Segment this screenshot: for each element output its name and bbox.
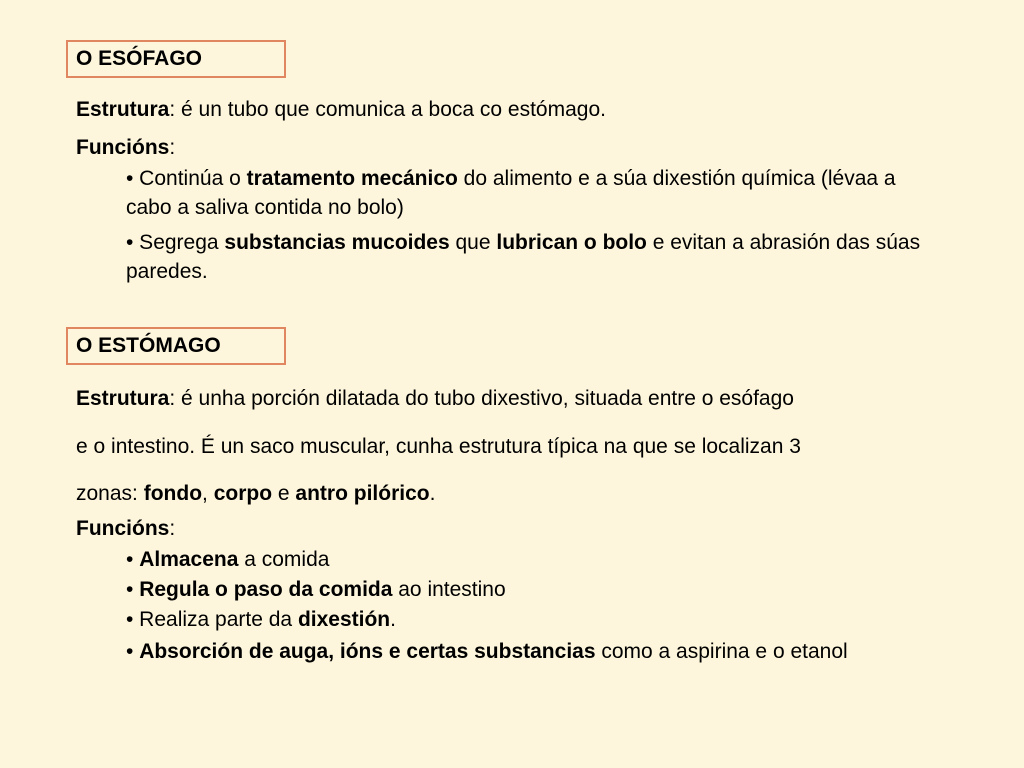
estomago-title-box <box>66 327 286 365</box>
estomago-zona-antro: antro pilórico <box>295 482 430 505</box>
estomago-zona-fondo: fondo <box>143 482 203 505</box>
estomago-bullet-4-dot: • <box>126 640 140 663</box>
estomago-bullet-3-bold: dixestión <box>297 608 391 631</box>
esofago-bullet-1-bold: tratamento mecánico <box>246 167 458 190</box>
estomago-estrutura-line-1 <box>76 386 976 412</box>
estomago-bullet-3 <box>126 605 946 634</box>
esofago-bullet-1 <box>126 164 946 222</box>
estomago-estrutura-text-1: : é unha porción dilatada do tubo dixestivo, situada entre o esófago <box>169 387 794 410</box>
estomago-funcions-colon: : <box>169 517 176 540</box>
estomago-zona-sep-1: , <box>202 482 214 505</box>
esofago-funcions-label: Funcións <box>76 136 170 159</box>
estomago-title: O ESTÓMAGO <box>76 334 221 357</box>
esofago-bullet-1-text-c: do alimento e a súa dixestión química (lévaa a cabo a saliva contida no bolo) <box>126 167 896 219</box>
estomago-zona-corpo: corpo <box>213 482 273 505</box>
esofago-estrutura <box>76 97 606 123</box>
estomago-bullet-4 <box>126 637 946 666</box>
estomago-estrutura-line-3 <box>76 481 976 507</box>
estomago-bullet-2-dot: • <box>126 578 140 601</box>
estomago-funcions <box>76 516 175 542</box>
esofago-bullet-2-bold-b: substancias mucoides <box>224 231 450 254</box>
estomago-bullet-1-text: a comida <box>238 548 330 571</box>
esofago-estrutura-label: Estrutura <box>76 98 170 121</box>
esofago-title-box <box>66 40 286 78</box>
estomago-estrutura-line-2 <box>76 434 976 460</box>
estomago-bullet-4-text: como a aspirina e o etanol <box>595 640 848 663</box>
estomago-funcions-label: Funcións <box>76 517 170 540</box>
estomago-bullet-3-end: . <box>390 608 396 631</box>
estomago-bullet-1-dot: • <box>126 548 140 571</box>
esofago-estrutura-text: : é un tubo que comunica a boca co estómago. <box>169 98 606 121</box>
esofago-bullet-2-text-a: • Segrega <box>126 231 225 254</box>
estomago-bullet-3-text: • Realiza parte da <box>126 608 298 631</box>
esofago-funcions-colon: : <box>169 136 176 159</box>
esofago-bullet-2-text-c: que <box>449 231 497 254</box>
esofago-bullet-2-text-e: e evitan a abrasión das súas paredes. <box>126 231 921 283</box>
esofago-funcions <box>76 135 175 161</box>
esofago-bullet-1-text-a: • Continúa o <box>126 167 247 190</box>
esofago-bullet-2 <box>126 228 946 286</box>
esofago-title: O ESÓFAGO <box>76 47 203 70</box>
estomago-estrutura-text-2: e o intestino. É un saco muscular, cunha estrutura típica na que se localizan 3 <box>76 435 801 458</box>
estomago-bullet-2 <box>126 575 946 604</box>
estomago-estrutura-label: Estrutura <box>76 387 170 410</box>
estomago-bullet-2-bold: Regula o paso da comida <box>139 578 393 601</box>
estomago-bullet-1 <box>126 545 946 574</box>
estomago-zona-end: . <box>429 482 436 505</box>
estomago-zona-sep-2: e <box>272 482 296 505</box>
estomago-zonas-text: zonas: <box>76 482 144 505</box>
estomago-bullet-2-text: ao intestino <box>392 578 506 601</box>
estomago-bullet-1-bold: Almacena <box>139 548 239 571</box>
esofago-bullet-2-bold-d: lubrican o bolo <box>496 231 647 254</box>
estomago-bullet-4-bold: Absorción de auga, ións e certas substancias <box>139 640 596 663</box>
